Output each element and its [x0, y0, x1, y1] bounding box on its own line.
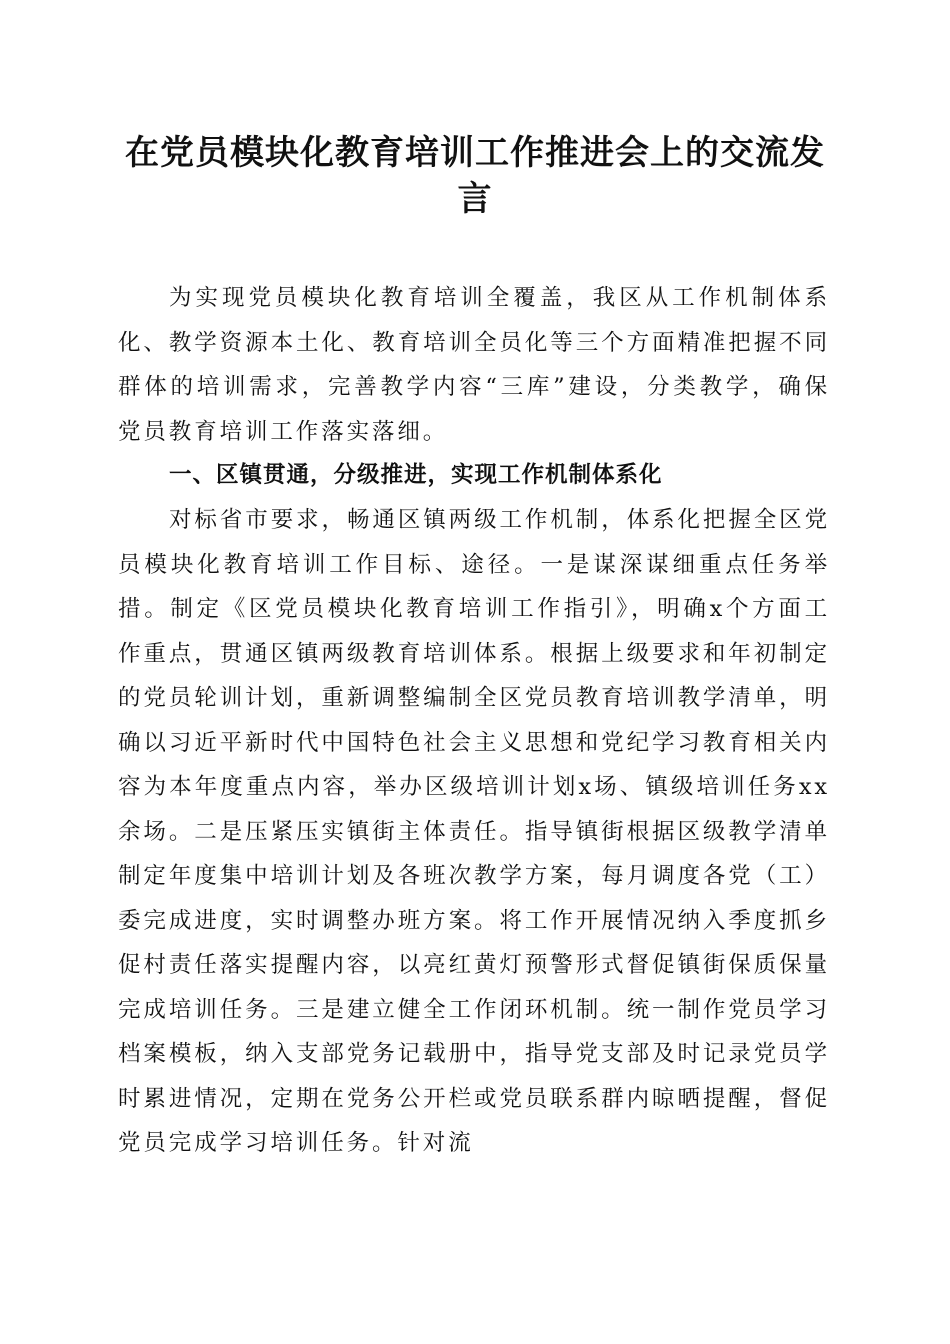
section-heading: 一、区镇贯通，分级推进，实现工作机制体系化	[169, 462, 663, 488]
document-title: 在党员模块化教育培训工作推进会上的交流发言	[125, 133, 825, 219]
intro-paragraph: 为实现党员模块化教育培训全覆盖，我区从工作机制体系化、教学资源本土化、教育培训全员化等三个方面精准把握不同群体的培训需求，完善教学内容“三库”建设，分类教学，确保党员教育培训工作落实落细。	[118, 285, 830, 445]
section-paragraph: 对标省市要求，畅通区镇两级工作机制，体系化把握全区党员模块化教育培训工作目标、途径。一是谋深谋细重点任务举措。制定《区党员模块化教育培训工作指引》，明确x个方面工作重点，贯通区镇两级教育培训体系。根据上级要求和年初制定的党员轮训计划，重新调整编制全区党员教育培训教学清单，明确以习近平新时代中国特色社会主义思想和党纪学习教育相关内容为本年度重点内容，举办区级培训计划x场、镇级培训任务xx余场。二是压紧压实镇街主体责任。指导镇街根据区级教学清单制定年度集中培训计划及各班次教学方案，每月调度各党（工）委完成进度，实时调整办班方案。将工作开展情况纳入季度抓乡促村责任落实提醒内容，以亮红黄灯预警形式督促镇街保质保量完成培训任务。三是建立健全工作闭环机制。统一制作党员学习档案模板，纳入支部党务记载册中，指导党支部及时记录党员学时累进情况，定期在党务公开栏或党员联系群内晾晒提醒，督促党员完成学习培训任务。针对流	[118, 507, 830, 1156]
